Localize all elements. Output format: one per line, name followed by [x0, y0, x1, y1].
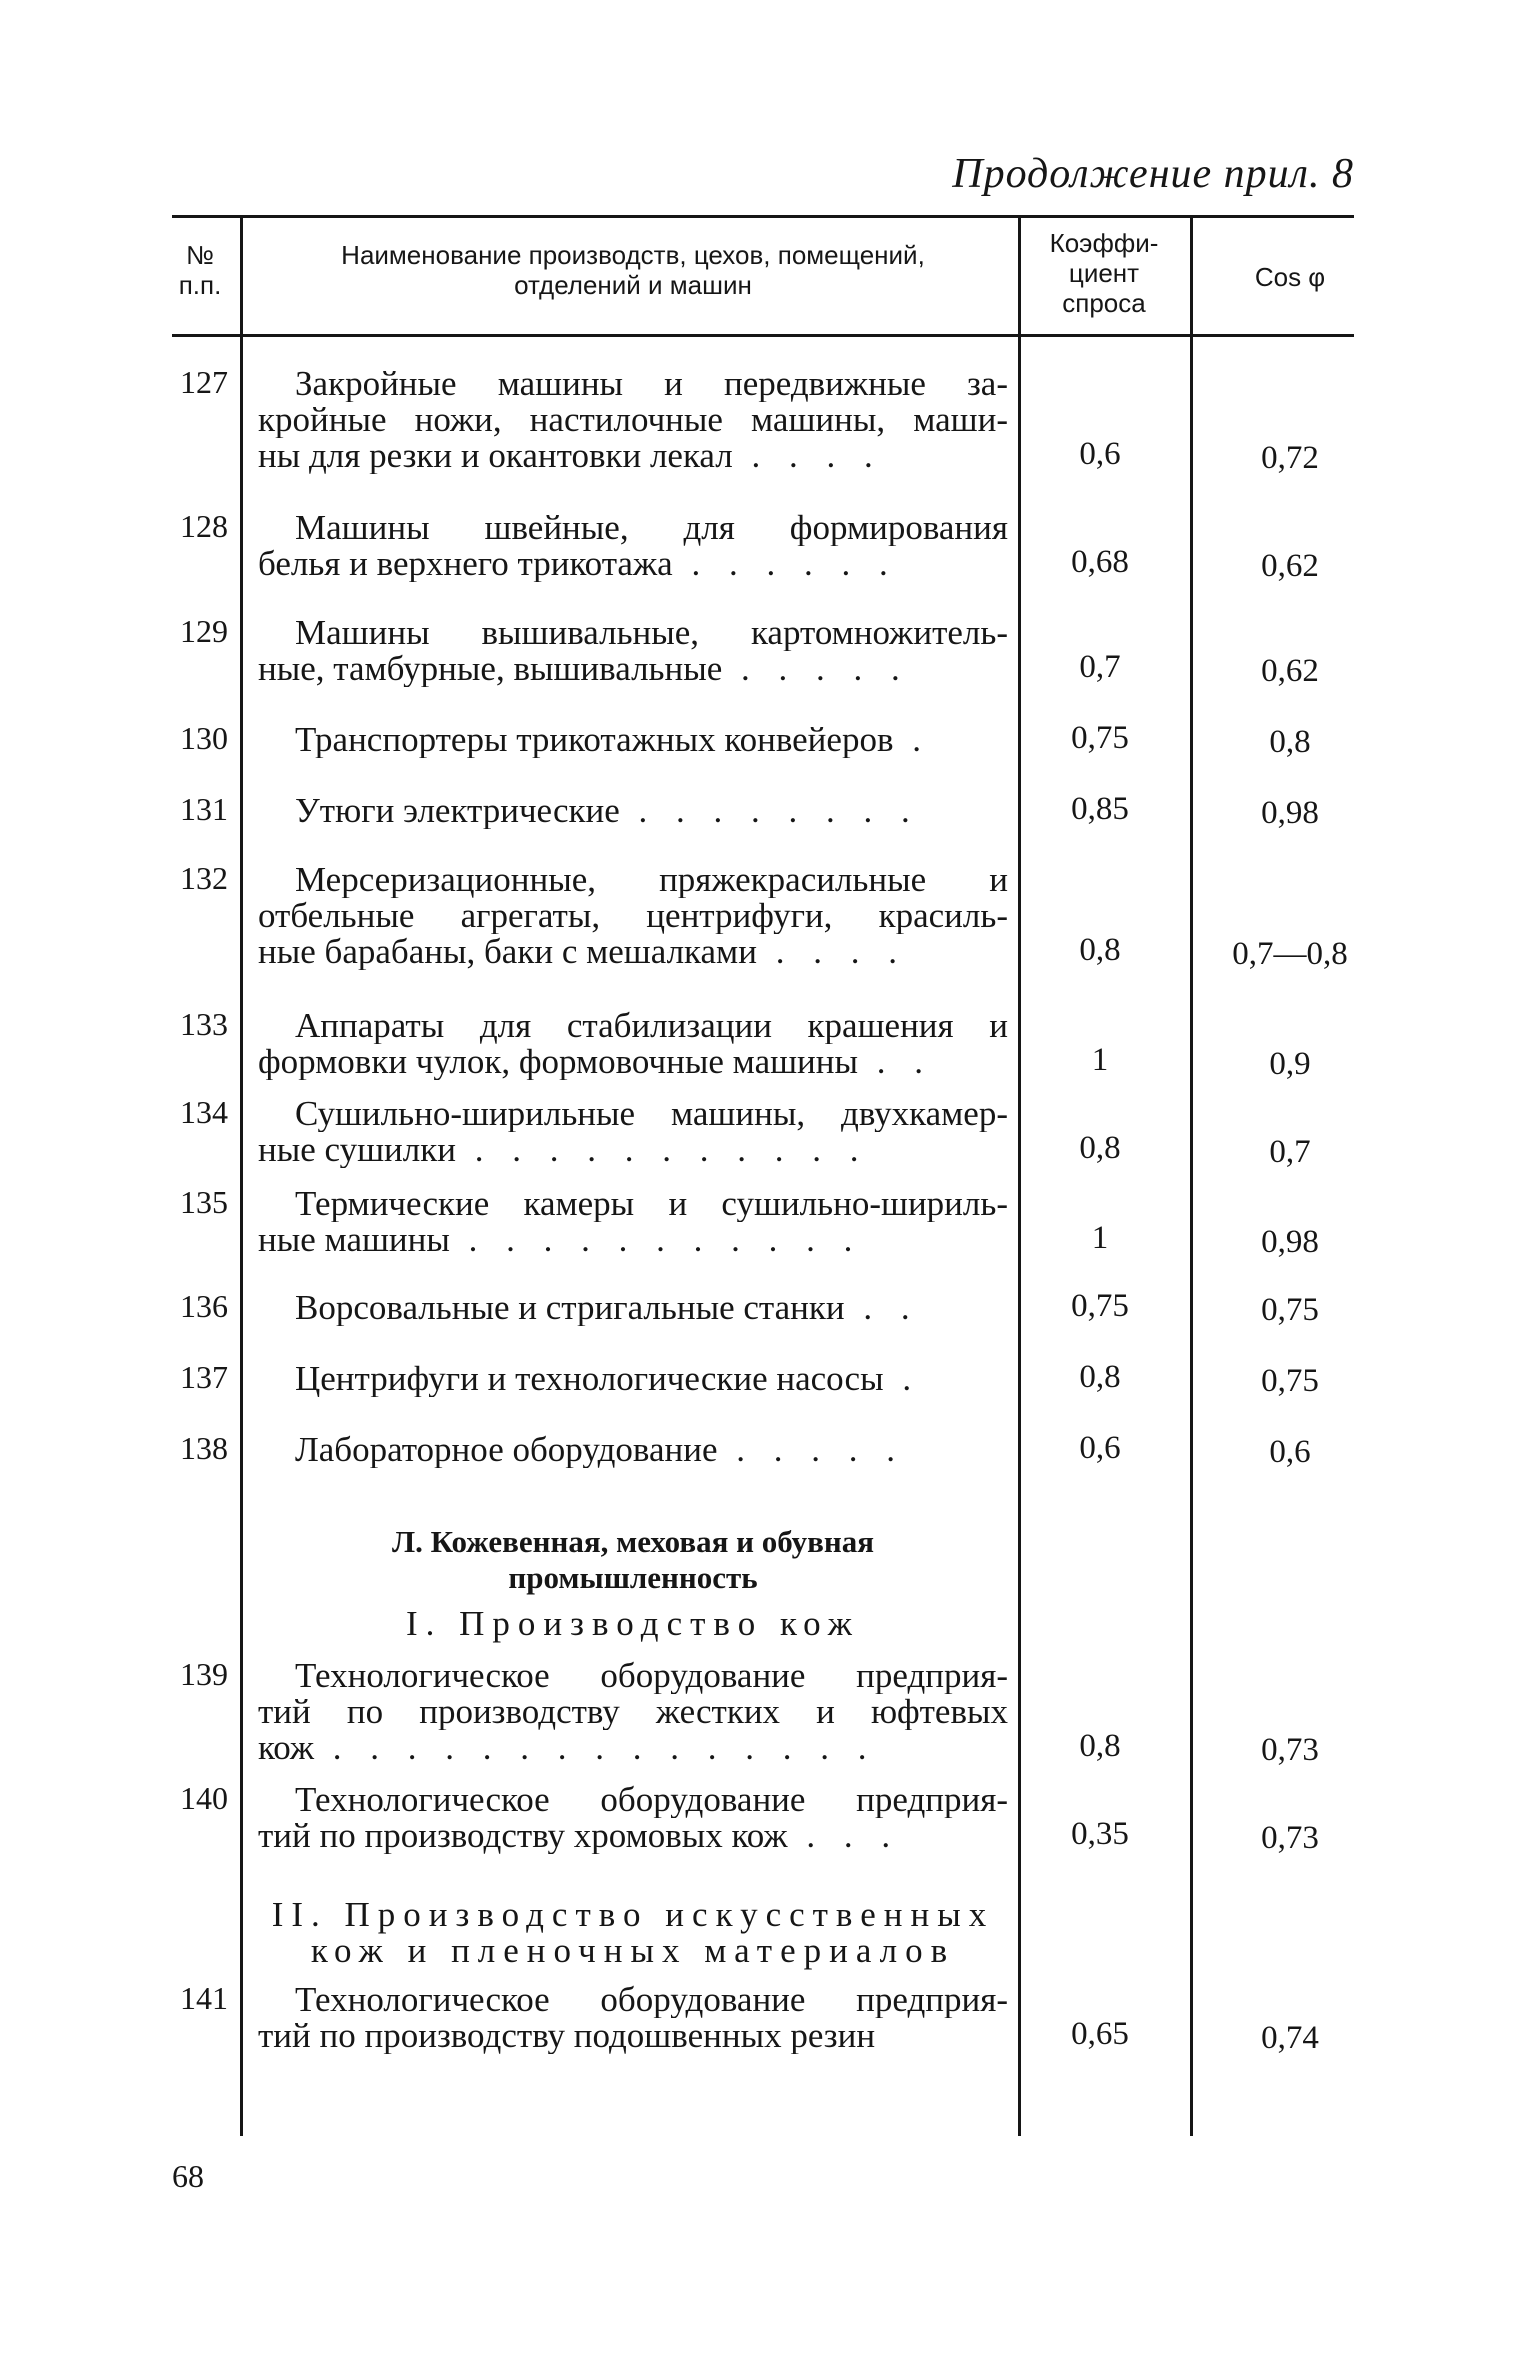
cos-phi: 0,6 — [1269, 1434, 1311, 1470]
demand-coefficient: 0,75 — [1071, 720, 1129, 756]
table-top-rule — [172, 215, 1354, 218]
row-number: 131 — [180, 791, 228, 827]
header-num: № п.п. — [178, 240, 222, 300]
row-number: 140 — [180, 1780, 228, 1816]
leader-dots: . . . — [787, 1818, 901, 1854]
demand-coefficient: 0,7 — [1079, 649, 1121, 685]
demand-coefficient: 0,6 — [1079, 1430, 1121, 1466]
row-number: 141 — [180, 1980, 228, 2016]
row-name-line: Утюги электрические . . . . . . . . — [295, 793, 920, 829]
leader-dots: . . — [844, 1290, 920, 1326]
row-name — [258, 793, 1008, 829]
row-name — [258, 1432, 1008, 1468]
cos-phi: 0,8 — [1269, 724, 1311, 760]
row-name — [258, 722, 1008, 758]
row-name-line: Аппараты для стабилизации крашения и — [295, 1008, 1008, 1044]
demand-coefficient: 0,35 — [1071, 1816, 1129, 1852]
leader-dots: . . — [858, 1044, 934, 1080]
row-name — [258, 1658, 1008, 1766]
column-divider-2 — [1018, 218, 1021, 2136]
row-name-line: тий по производству подошвенных резин — [258, 2018, 876, 2054]
row-name — [258, 1290, 1008, 1326]
row-name — [258, 510, 1008, 582]
row-name — [258, 1096, 1008, 1168]
row-name-line: Закройные машины и передвижные за- — [295, 366, 1008, 402]
subsection-title-1: I. Производство кож — [406, 1604, 860, 1643]
row-name — [258, 615, 1008, 687]
demand-coefficient: 0,8 — [1079, 1130, 1121, 1166]
leader-dots: . . . . . . . . . . . — [449, 1222, 863, 1258]
column-divider-3 — [1190, 218, 1193, 2136]
row-name-line: Центрифуги и технологические насосы . — [295, 1361, 922, 1397]
section-title: Л. Кожевенная, меховая и обувная промышленность — [392, 1524, 874, 1595]
row-name-line: ные сушилки . . . . . . . . . . . — [258, 1132, 869, 1168]
leader-dots: . . . . . . . . . . . . . . . — [314, 1730, 877, 1766]
row-name — [258, 1008, 1008, 1080]
row-name-line: Машины швейные, для формирования — [295, 510, 1008, 546]
demand-coefficient: 1 — [1091, 1042, 1109, 1078]
leader-dots: . . . . — [756, 934, 907, 970]
row-name-line: отбельные агрегаты, центрифуги, красиль- — [258, 898, 1008, 934]
row-name-line: тий по производству жестких и юфтевых — [258, 1694, 1008, 1730]
cos-phi: 0,62 — [1261, 653, 1319, 689]
row-number: 139 — [180, 1656, 228, 1692]
demand-coefficient: 0,6 — [1079, 436, 1121, 472]
cos-phi: 0,73 — [1261, 1732, 1319, 1768]
row-name-line: Лабораторное оборудование . . . . . — [295, 1432, 906, 1468]
demand-coefficient: 0,68 — [1071, 544, 1129, 580]
row-number: 138 — [180, 1430, 228, 1466]
header-cos: Cos φ — [1254, 262, 1326, 292]
row-number: 134 — [180, 1094, 228, 1130]
row-number: 135 — [180, 1184, 228, 1220]
cos-phi: 0,7 — [1269, 1134, 1311, 1170]
row-name-line: кож . . . . . . . . . . . . . . . — [258, 1730, 877, 1766]
cos-phi: 0,7—0,8 — [1232, 936, 1348, 972]
leader-dots: . . . . . . — [672, 546, 898, 582]
leader-dots: . . . . . . . . . . . — [456, 1132, 869, 1168]
row-name-line: Сушильно-ширильные машины, двухкамер- — [295, 1096, 1008, 1132]
cos-phi: 0,98 — [1261, 795, 1319, 831]
subsection-title-2: II. Производство искусственных кож и пленочных материалов — [271, 1895, 995, 1970]
cos-phi: 0,73 — [1261, 1820, 1319, 1856]
demand-coefficient: 0,75 — [1071, 1288, 1129, 1324]
header-name: Наименование производств, цехов, помещений, отделений и машин — [341, 240, 925, 300]
cos-phi: 0,75 — [1261, 1363, 1319, 1399]
leader-dots: . . . . . — [717, 1432, 906, 1468]
demand-coefficient: 0,85 — [1071, 791, 1129, 827]
header-coefficient: Коэффи- циент спроса — [1049, 228, 1159, 318]
row-name-line: ные машины . . . . . . . . . . . — [258, 1222, 863, 1258]
row-name — [258, 1982, 1008, 2054]
cos-phi: 0,62 — [1261, 548, 1319, 584]
row-name — [258, 1361, 1008, 1397]
leader-dots: . — [883, 1361, 922, 1397]
row-name — [258, 1782, 1008, 1854]
leader-dots: . — [893, 722, 931, 758]
row-name — [258, 366, 1008, 474]
row-name-line: Мерсеризационные, пряжекрасильные и — [295, 862, 1008, 898]
column-divider-1 — [240, 218, 243, 2136]
cos-phi: 0,74 — [1261, 2020, 1319, 2056]
row-name-line: Технологическое оборудование предприя- — [295, 1658, 1008, 1694]
row-number: 128 — [180, 508, 228, 544]
row-number: 132 — [180, 860, 228, 896]
row-number: 127 — [180, 364, 228, 400]
row-name-line: Термические камеры и сушильно-шириль- — [295, 1186, 1008, 1222]
cos-phi: 0,75 — [1261, 1292, 1319, 1328]
demand-coefficient: 0,65 — [1071, 2016, 1129, 2052]
row-name-line: белья и верхнего трикотажа . . . . . . — [258, 546, 898, 582]
row-name-line: кройные ножи, настилочные машины, маши- — [258, 402, 1008, 438]
demand-coefficient: 0,8 — [1079, 1728, 1121, 1764]
row-name-line: Технологическое оборудование предприя- — [295, 1782, 1008, 1818]
row-name-line: ны для резки и окантовки лекал . . . . — [258, 438, 883, 474]
row-number: 137 — [180, 1359, 228, 1395]
cos-phi: 0,9 — [1269, 1046, 1311, 1082]
demand-coefficient: 1 — [1091, 1220, 1109, 1256]
cos-phi: 0,72 — [1261, 440, 1319, 476]
header-bottom-rule — [172, 334, 1354, 337]
leader-dots: . . . . — [732, 438, 883, 474]
row-number: 136 — [180, 1288, 228, 1324]
leader-dots: . . . . . . . . — [619, 793, 920, 829]
row-name — [258, 1186, 1008, 1258]
row-name-line: Машины вышивальные, картомножитель- — [295, 615, 1008, 651]
row-name-line: Технологическое оборудование предприя- — [295, 1982, 1008, 2018]
row-name-line: формовки чулок, формовочные машины . . — [258, 1044, 934, 1080]
row-name-line: ные, тамбурные, вышивальные . . . . . — [258, 651, 910, 687]
continuation-title: Продолжение прил. 8 — [952, 151, 1354, 197]
demand-coefficient: 0,8 — [1079, 932, 1121, 968]
row-name-line: Ворсовальные и стригальные станки . . — [295, 1290, 920, 1326]
row-name-line: тий по производству хромовых кож . . . — [258, 1818, 901, 1854]
demand-coefficient: 0,8 — [1079, 1359, 1121, 1395]
row-name-line: Транспортеры трикотажных конвейеров . — [295, 722, 931, 758]
cos-phi: 0,98 — [1261, 1224, 1319, 1260]
leader-dots: . . . . . — [722, 651, 910, 687]
page-number: 68 — [172, 2158, 204, 2194]
row-number: 133 — [180, 1006, 228, 1042]
row-number: 130 — [180, 720, 228, 756]
row-number: 129 — [180, 613, 228, 649]
row-name-line: ные барабаны, баки с мешалками . . . . — [258, 934, 907, 970]
row-name — [258, 862, 1008, 970]
